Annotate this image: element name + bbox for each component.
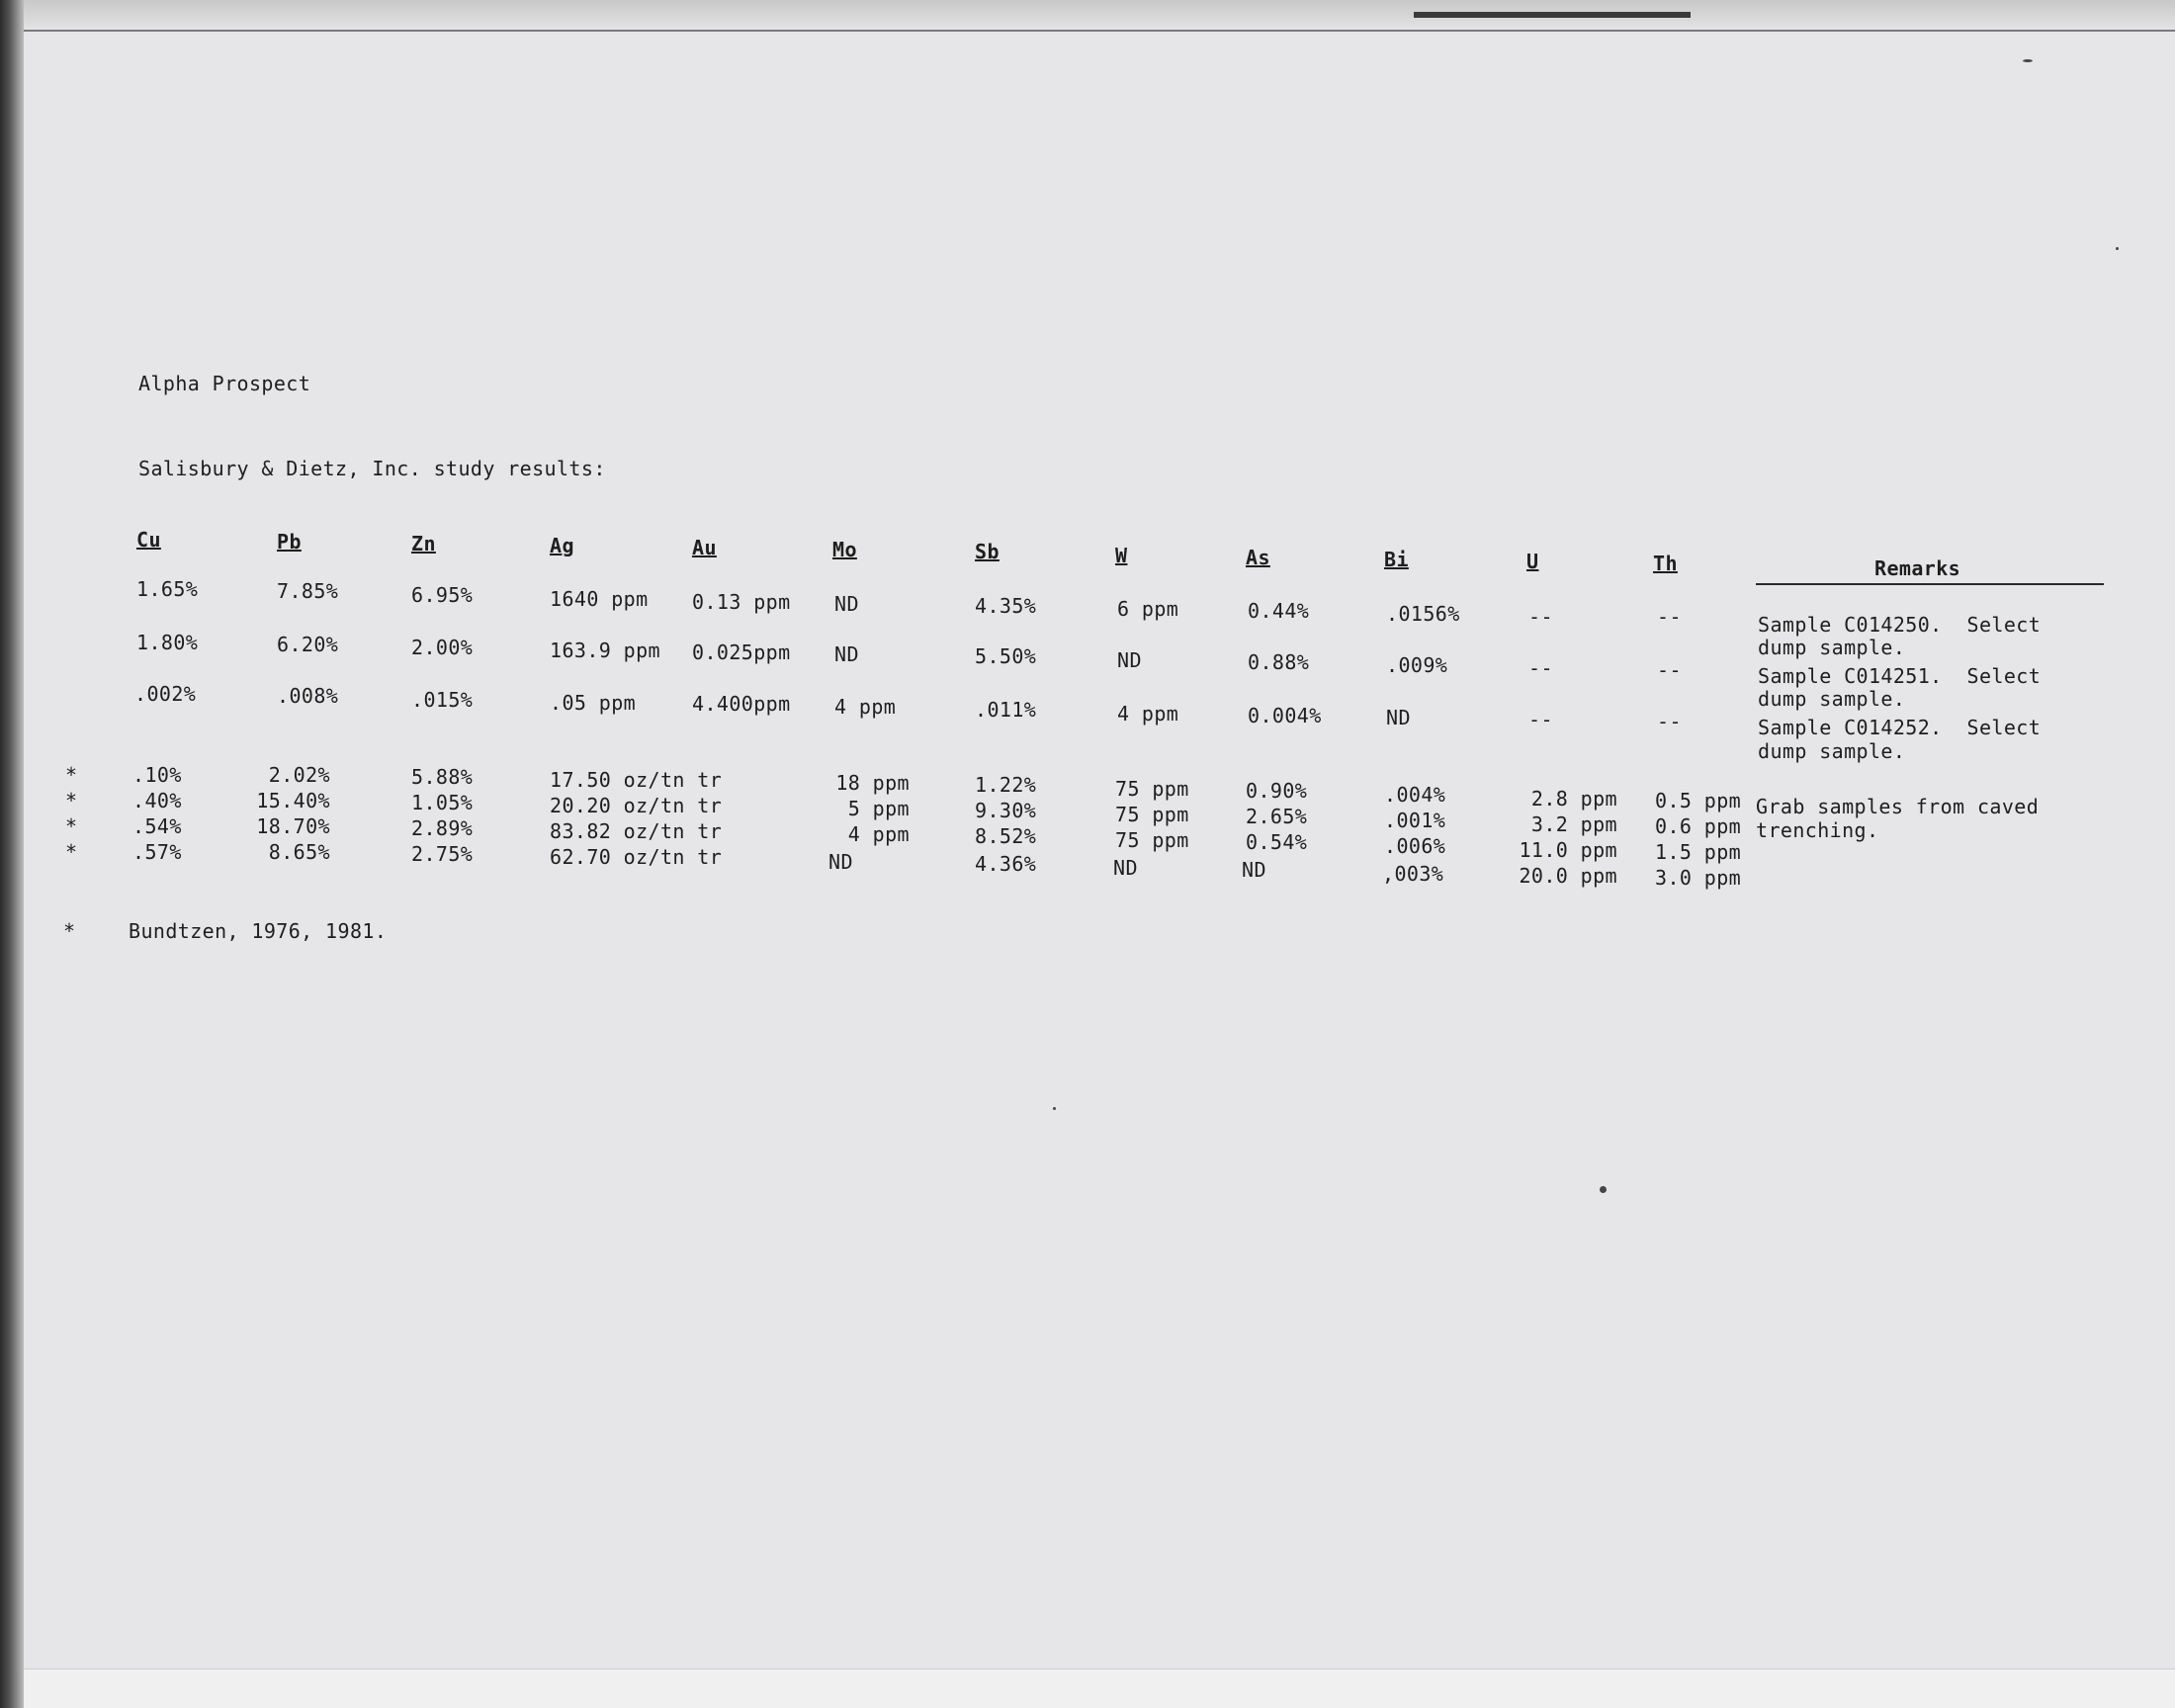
- header-th: Th: [1653, 552, 1678, 575]
- sample-3-pb: .008%: [277, 684, 339, 708]
- bundtzen-1-marker: *: [65, 763, 78, 787]
- sample-1-cu: 1.65%: [136, 577, 199, 601]
- bundtzen-3-mo: 4 ppm: [847, 822, 910, 846]
- scan-speck: [2023, 59, 2033, 62]
- sample-3-sb: .011%: [975, 698, 1037, 722]
- sample-3-remark-line-2: dump sample.: [1758, 739, 1906, 763]
- sample-2-u: --: [1528, 656, 1553, 680]
- sample-3-zn: .015%: [411, 688, 474, 712]
- sample-1-au: 0.13 ppm: [692, 590, 791, 614]
- bundtzen-1-mo: 18 ppm: [835, 771, 910, 795]
- bundtzen-1-sb: 1.22%: [975, 773, 1037, 797]
- bundtzen-2-marker: *: [65, 789, 78, 812]
- scan-speck: [2116, 247, 2119, 250]
- header-w: W: [1115, 544, 1128, 567]
- bundtzen-1-zn: 5.88%: [411, 765, 474, 789]
- sample-2-zn: 2.00%: [411, 636, 474, 659]
- bundtzen-2-cu: .40%: [132, 789, 182, 812]
- header-mo: Mo: [832, 538, 857, 561]
- bundtzen-4-mo: ND: [828, 850, 853, 874]
- bundtzen-remark-line-1: Grab samples from caved: [1756, 795, 2040, 818]
- sample-2-cu: 1.80%: [136, 631, 199, 654]
- bundtzen-1-cu: .10%: [132, 763, 182, 787]
- page-title: Alpha Prospect: [138, 372, 311, 395]
- sample-2-pb: 6.20%: [277, 633, 339, 656]
- sample-3-th: --: [1657, 710, 1682, 733]
- sample-2-w: ND: [1117, 648, 1142, 672]
- sample-1-u: --: [1528, 605, 1553, 629]
- sample-2-th: --: [1657, 658, 1682, 682]
- scan-top-edge-mark: [1414, 12, 1691, 18]
- footnote-text: Bundtzen, 1976, 1981.: [129, 919, 388, 943]
- bundtzen-2-u: 3.2 ppm: [1530, 812, 1617, 836]
- sample-3-cu: .002%: [134, 682, 197, 706]
- bundtzen-2-bi: .001%: [1384, 809, 1446, 832]
- sample-3-bi: ND: [1386, 706, 1411, 729]
- scan-speck: [1053, 1107, 1056, 1110]
- bundtzen-4-marker: *: [65, 840, 78, 864]
- page-subtitle: Salisbury & Dietz, Inc. study results:: [138, 457, 606, 480]
- sample-2-au: 0.025ppm: [692, 640, 791, 664]
- header-as: As: [1246, 546, 1270, 569]
- sample-3-au: 4.400ppm: [692, 692, 791, 716]
- bundtzen-3-as: 0.54%: [1246, 830, 1308, 854]
- bundtzen-3-zn: 2.89%: [411, 816, 474, 840]
- bundtzen-3-marker: *: [65, 814, 78, 838]
- bundtzen-2-zn: 1.05%: [411, 791, 474, 814]
- bundtzen-4-bi: ,003%: [1382, 862, 1444, 886]
- header-zn: Zn: [411, 532, 436, 555]
- bundtzen-3-pb: 18.70%: [256, 814, 330, 838]
- sample-1-sb: 4.35%: [975, 594, 1037, 618]
- bundtzen-1-ag: 17.50 oz/tn tr: [550, 768, 723, 792]
- bundtzen-1-as: 0.90%: [1246, 779, 1308, 803]
- bundtzen-4-th: 3.0 ppm: [1655, 866, 1742, 890]
- sample-2-remark-line-2: dump sample.: [1758, 687, 1906, 711]
- sample-2-mo: ND: [834, 642, 859, 666]
- bundtzen-4-pb: 8.65%: [268, 840, 330, 864]
- bundtzen-1-th: 0.5 ppm: [1655, 789, 1742, 812]
- sample-2-remark-line-1: Sample C014251. Select: [1758, 664, 2042, 688]
- bundtzen-2-as: 2.65%: [1246, 805, 1308, 828]
- bundtzen-1-pb: 2.02%: [268, 763, 330, 787]
- bundtzen-4-cu: .57%: [132, 840, 182, 864]
- header-ag: Ag: [550, 534, 574, 557]
- sample-1-as: 0.44%: [1248, 599, 1310, 623]
- header-bi: Bi: [1384, 548, 1409, 571]
- bundtzen-3-w: 75 ppm: [1115, 828, 1189, 852]
- header-cu: Cu: [136, 528, 161, 552]
- sample-1-ag: 1640 ppm: [550, 587, 649, 611]
- scan-top-edge: [24, 0, 2175, 32]
- sample-3-mo: 4 ppm: [834, 695, 897, 719]
- bundtzen-1-w: 75 ppm: [1115, 777, 1189, 801]
- sample-1-zn: 6.95%: [411, 583, 474, 607]
- bundtzen-3-cu: .54%: [132, 814, 182, 838]
- sample-1-w: 6 ppm: [1117, 597, 1179, 621]
- remarks-underline: [1756, 583, 2104, 585]
- sample-2-ag: 163.9 ppm: [550, 639, 660, 662]
- bundtzen-3-bi: .006%: [1384, 834, 1446, 858]
- scan-left-edge: [0, 0, 24, 1708]
- bundtzen-4-ag: 62.70 oz/tn tr: [550, 845, 723, 869]
- sample-3-ag: .05 ppm: [550, 691, 637, 715]
- header-au: Au: [692, 536, 717, 559]
- bundtzen-2-th: 0.6 ppm: [1655, 814, 1742, 838]
- bundtzen-2-pb: 15.40%: [256, 789, 330, 812]
- sample-2-as: 0.88%: [1248, 650, 1310, 674]
- sample-3-remark-line-1: Sample C014252. Select: [1758, 716, 2042, 739]
- bundtzen-4-sb: 4.36%: [975, 852, 1037, 876]
- sample-2-sb: 5.50%: [975, 644, 1037, 668]
- bundtzen-3-u: 11.0 ppm: [1519, 838, 1617, 862]
- bundtzen-4-w: ND: [1113, 856, 1138, 880]
- sample-1-remark-line-2: dump sample.: [1758, 636, 1906, 659]
- bundtzen-2-mo: 5 ppm: [847, 797, 910, 820]
- bundtzen-3-th: 1.5 ppm: [1655, 840, 1742, 864]
- footnote-marker: *: [63, 919, 76, 943]
- sample-2-bi: .009%: [1386, 653, 1448, 677]
- sample-1-mo: ND: [834, 592, 859, 616]
- sample-1-remark-line-1: Sample C014250. Select: [1758, 613, 2042, 637]
- sample-1-pb: 7.85%: [277, 579, 339, 603]
- header-remarks: Remarks: [1874, 556, 1961, 580]
- bundtzen-4-as: ND: [1242, 858, 1266, 882]
- sample-1-th: --: [1657, 605, 1682, 629]
- scan-bottom-edge: [24, 1668, 2175, 1708]
- bundtzen-4-u: 20.0 ppm: [1519, 864, 1617, 888]
- sample-3-as: 0.004%: [1248, 704, 1322, 727]
- header-u: U: [1526, 550, 1539, 573]
- bundtzen-1-bi: .004%: [1384, 783, 1446, 807]
- sample-3-u: --: [1528, 708, 1553, 731]
- scan-speck: [1600, 1186, 1607, 1193]
- bundtzen-3-sb: 8.52%: [975, 824, 1037, 848]
- bundtzen-4-zn: 2.75%: [411, 842, 474, 866]
- header-pb: Pb: [277, 530, 302, 554]
- bundtzen-remark-line-2: trenching.: [1756, 818, 1879, 842]
- sample-1-bi: .0156%: [1386, 602, 1460, 626]
- bundtzen-2-sb: 9.30%: [975, 799, 1037, 822]
- sample-3-w: 4 ppm: [1117, 702, 1179, 726]
- bundtzen-2-ag: 20.20 oz/tn tr: [550, 794, 723, 817]
- bundtzen-1-u: 2.8 ppm: [1530, 787, 1617, 811]
- bundtzen-2-w: 75 ppm: [1115, 803, 1189, 826]
- header-sb: Sb: [975, 540, 1000, 563]
- bundtzen-3-ag: 83.82 oz/tn tr: [550, 819, 723, 843]
